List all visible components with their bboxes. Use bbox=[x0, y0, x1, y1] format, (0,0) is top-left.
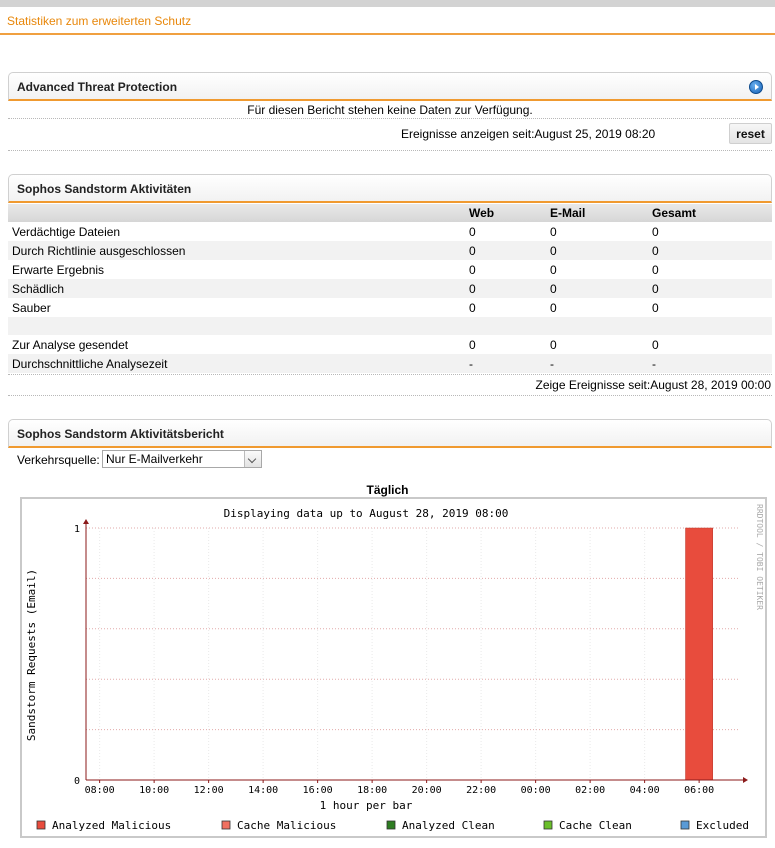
column-header: E-Mail bbox=[546, 204, 648, 222]
chart-title: Displaying data up to August 28, 2019 08:00 bbox=[223, 507, 509, 520]
table-row bbox=[8, 260, 772, 279]
atp-since-label: Ereignisse anzeigen seit: bbox=[401, 127, 535, 141]
x-tick-label: 16:00 bbox=[302, 785, 333, 796]
sandstorm-stats-table bbox=[8, 204, 772, 373]
chart-heading: Täglich bbox=[366, 483, 409, 497]
column-header bbox=[8, 204, 465, 222]
y-axis-label: Sandstorm Requests (Email) bbox=[25, 568, 38, 742]
traffic-source-label: Verkehrsquelle: bbox=[17, 453, 100, 467]
x-tick-label: 14:00 bbox=[248, 785, 279, 796]
legend-swatch bbox=[222, 821, 230, 829]
x-axis-label: 1 hour per bar bbox=[319, 799, 413, 812]
table-row bbox=[8, 317, 772, 335]
table-row bbox=[8, 335, 772, 354]
email-value: - bbox=[546, 354, 648, 373]
divider bbox=[8, 374, 772, 375]
table-row bbox=[8, 241, 772, 260]
legend-swatch bbox=[387, 821, 395, 829]
y-tick-label: 1 bbox=[73, 524, 80, 535]
table-header-row bbox=[8, 204, 772, 222]
column-header: Web bbox=[465, 204, 546, 222]
web-value: 0 bbox=[465, 298, 546, 317]
table-row bbox=[8, 222, 772, 241]
divider bbox=[8, 395, 772, 396]
traffic-source-value: Nur E-Mailverkehr bbox=[106, 452, 203, 466]
atp-since-value: August 25, 2019 08:20 bbox=[534, 127, 656, 141]
atp-panel-title: Advanced Threat Protection bbox=[17, 80, 178, 94]
x-tick-label: 04:00 bbox=[629, 785, 660, 796]
web-value: - bbox=[465, 354, 546, 373]
x-tick-label: 12:00 bbox=[193, 785, 224, 796]
x-tick-label: 08:00 bbox=[84, 785, 115, 796]
x-axis-arrow bbox=[743, 777, 748, 783]
bars-group bbox=[686, 528, 713, 780]
bar-analyzed-malicious bbox=[686, 528, 713, 780]
chart-frame bbox=[20, 497, 767, 838]
email-value bbox=[546, 317, 648, 335]
plot-area bbox=[86, 528, 740, 780]
legend-swatch bbox=[681, 821, 689, 829]
web-value: 0 bbox=[465, 260, 546, 279]
row-label: Verdächtige Dateien bbox=[8, 222, 465, 241]
total-value: - bbox=[648, 354, 772, 373]
chevron-down-icon[interactable] bbox=[244, 451, 261, 467]
sandstorm-panel-title: Sophos Sandstorm Aktivitäten bbox=[17, 182, 192, 196]
legend-swatch bbox=[37, 821, 45, 829]
divider bbox=[8, 150, 772, 151]
y-tick-label: 0 bbox=[73, 776, 80, 787]
email-value: 0 bbox=[546, 260, 648, 279]
email-value: 0 bbox=[546, 241, 648, 260]
sandstorm-since-value: August 28, 2019 00:00 bbox=[650, 378, 771, 392]
email-value: 0 bbox=[546, 335, 648, 354]
total-value: 0 bbox=[648, 335, 772, 354]
legend-swatch bbox=[544, 821, 552, 829]
x-tick-labels bbox=[85, 785, 715, 796]
legend-label: Analyzed Clean bbox=[402, 819, 495, 832]
sandstorm-since-label: Zeige Ereignisse seit: bbox=[535, 378, 651, 392]
row-label: Zur Analyse gesendet bbox=[8, 335, 465, 354]
table-row bbox=[8, 354, 772, 373]
email-value: 0 bbox=[546, 298, 648, 317]
watermark-text: RRDTOOL / TOBI OETIKER bbox=[755, 504, 764, 610]
legend-label: Cache Clean bbox=[559, 819, 632, 832]
column-header: Gesamt bbox=[648, 204, 772, 222]
x-tick-label: 02:00 bbox=[575, 785, 606, 796]
divider bbox=[8, 118, 772, 119]
legend bbox=[37, 819, 749, 832]
table-row bbox=[8, 298, 772, 317]
atp-panel-header bbox=[8, 72, 772, 101]
total-value: 0 bbox=[648, 279, 772, 298]
row-label: Durch Richtlinie ausgeschlossen bbox=[8, 241, 465, 260]
total-value: 0 bbox=[648, 241, 772, 260]
x-tick-label: 00:00 bbox=[520, 785, 551, 796]
page-title: Statistiken zum erweiterten Schutz bbox=[7, 14, 192, 28]
legend-label: Analyzed Malicious bbox=[52, 819, 172, 832]
chart-svg bbox=[22, 499, 765, 836]
total-value: 0 bbox=[648, 222, 772, 241]
reset-button[interactable]: reset bbox=[729, 123, 772, 144]
legend-label: Cache Malicious bbox=[237, 819, 337, 832]
traffic-source-select[interactable] bbox=[102, 450, 262, 468]
row-label bbox=[8, 317, 465, 335]
sandstorm-panel-header bbox=[8, 174, 772, 203]
row-label: Sauber bbox=[8, 298, 465, 317]
legend-label: Excluded bbox=[696, 819, 749, 832]
row-label: Durchschnittliche Analysezeit bbox=[8, 354, 465, 373]
row-label: Erwarte Ergebnis bbox=[8, 260, 465, 279]
web-value bbox=[465, 317, 546, 335]
y-axis-arrow bbox=[83, 519, 89, 524]
total-value bbox=[648, 317, 772, 335]
y-tick-labels bbox=[74, 524, 80, 787]
web-value: 0 bbox=[465, 279, 546, 298]
total-value: 0 bbox=[648, 260, 772, 279]
top-bar bbox=[0, 0, 775, 7]
total-value: 0 bbox=[648, 298, 772, 317]
x-tick-label: 22:00 bbox=[466, 785, 497, 796]
sandstorm-since bbox=[535, 378, 771, 392]
info-icon[interactable] bbox=[749, 80, 763, 94]
report-panel-title: Sophos Sandstorm Aktivitätsbericht bbox=[17, 427, 224, 441]
row-label: Schädlich bbox=[8, 279, 465, 298]
web-value: 0 bbox=[465, 241, 546, 260]
email-value: 0 bbox=[546, 279, 648, 298]
web-value: 0 bbox=[465, 335, 546, 354]
title-underline bbox=[0, 33, 775, 35]
table-row bbox=[8, 279, 772, 298]
email-value: 0 bbox=[546, 222, 648, 241]
report-panel-header bbox=[8, 419, 772, 448]
x-tick-label: 06:00 bbox=[684, 785, 715, 796]
x-tick-label: 18:00 bbox=[357, 785, 388, 796]
x-tick-label: 10:00 bbox=[139, 785, 170, 796]
x-tick-label: 20:00 bbox=[411, 785, 442, 796]
atp-since bbox=[401, 127, 655, 141]
web-value: 0 bbox=[465, 222, 546, 241]
atp-no-data-message: Für diesen Bericht stehen keine Daten zur Verfügung. bbox=[247, 103, 533, 117]
